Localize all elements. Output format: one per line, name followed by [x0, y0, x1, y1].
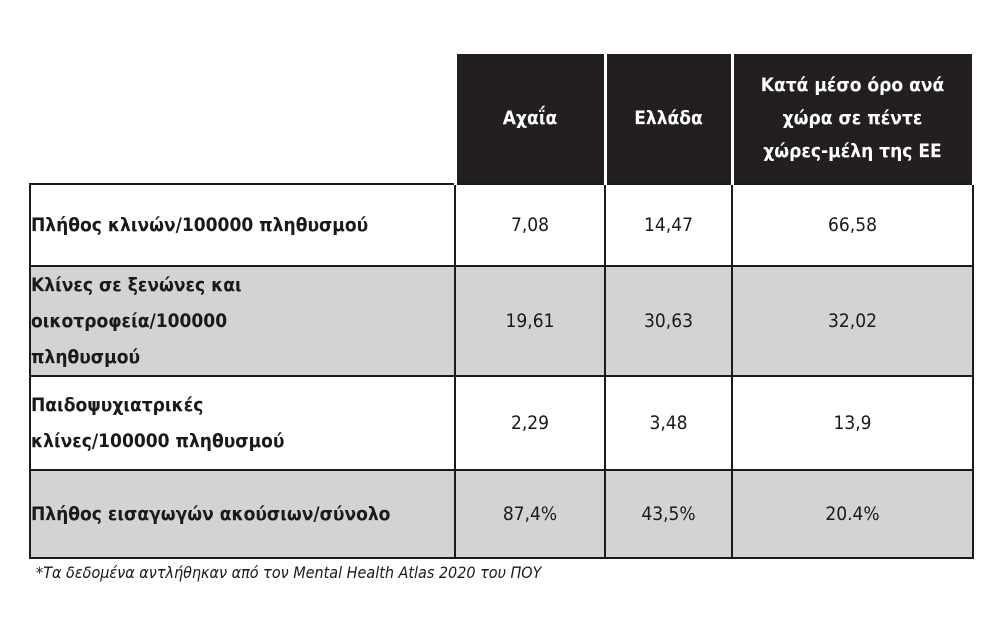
table-row	[30, 266, 973, 376]
table-row	[30, 376, 973, 470]
footnote: *Τα δεδομένα αντλήθηκαν από τον Mental Health Atlas 2020 του ΠΟΥ	[36, 563, 542, 582]
table-row	[30, 184, 973, 266]
cell-eu-average: 13,9	[732, 376, 973, 470]
cell-eu-average: 20.4%	[732, 470, 973, 558]
cell-eu-average: 32,02	[732, 266, 973, 376]
header-blank-cell	[30, 54, 455, 184]
header-achaia: Αχαΐα	[455, 54, 605, 184]
cell-greece: 14,47	[605, 184, 732, 266]
cell-achaia: 19,61	[455, 266, 605, 376]
header-greece: Ελλάδα	[605, 54, 732, 184]
table-row	[30, 470, 973, 558]
cell-achaia: 2,29	[455, 376, 605, 470]
cell-greece: 3,48	[605, 376, 732, 470]
header-eu-average: Κατά μέσο όρο ανά χώρα σε πέντε χώρες-μέλη της ΕΕ	[732, 54, 973, 184]
row-label: Κλίνες σε ξενώνες και οικοτροφεία/100000 πληθυσμού	[30, 266, 455, 376]
table-header-row	[30, 54, 973, 184]
row-label: Παιδοψυχιατρικές κλίνες/100000 πληθυσμού	[30, 376, 455, 470]
row-label: Πλήθος κλινών/100000 πληθυσμού	[30, 184, 455, 266]
row-label: Πλήθος εισαγωγών ακούσιων/σύνολο	[30, 470, 455, 558]
cell-greece: 30,63	[605, 266, 732, 376]
cell-eu-average: 66,58	[732, 184, 973, 266]
cell-greece: 43,5%	[605, 470, 732, 558]
cell-achaia: 87,4%	[455, 470, 605, 558]
statistics-table	[29, 54, 975, 559]
cell-achaia: 7,08	[455, 184, 605, 266]
